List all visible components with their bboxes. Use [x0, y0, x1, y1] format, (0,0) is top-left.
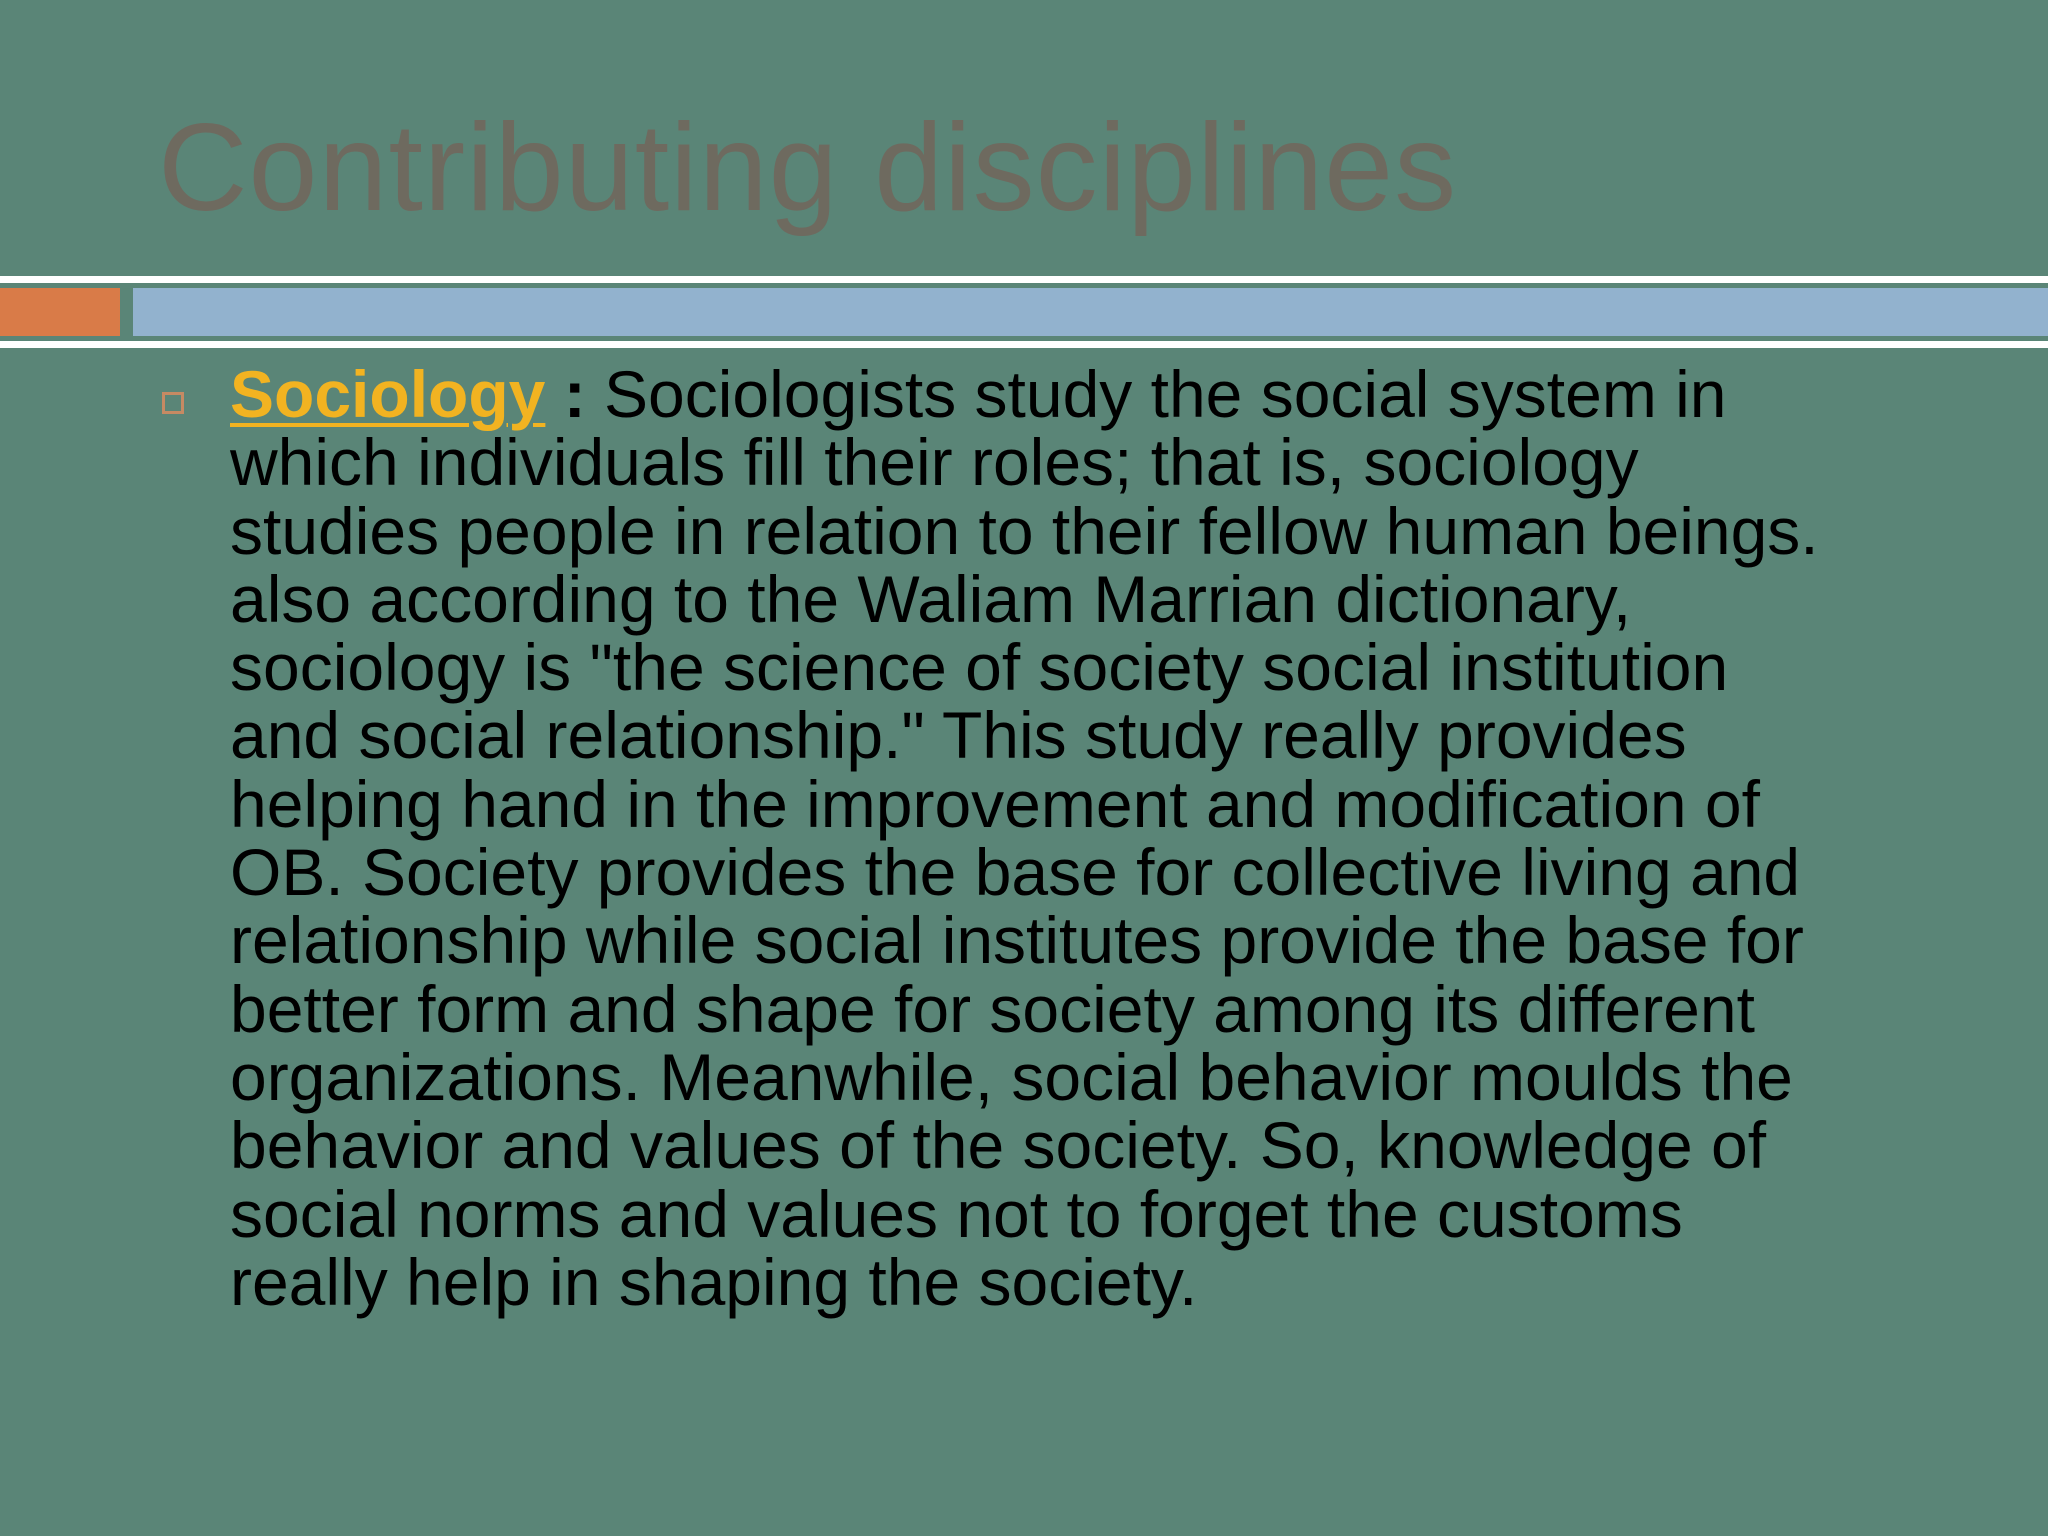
body-line: and social relationship." This study really provides — [230, 698, 1687, 773]
bullet-paragraph — [230, 357, 2020, 1319]
body-line: helping hand in the improvement and modification of — [230, 766, 1760, 841]
term-separator: : — [545, 357, 605, 431]
body-line: sociology is "the science of society social institution — [230, 630, 1729, 705]
square-bullet-icon — [162, 392, 184, 414]
title-divider-bottom-line — [0, 341, 2048, 348]
body-line: studies people in relation to their fellow human beings. — [230, 493, 1819, 568]
body-line: organizations. Meanwhile, social behavior moulds the — [230, 1039, 1793, 1114]
body-line: Sociologists study the social system in — [604, 357, 1727, 431]
body-line: relationship while social institutes provide the base for — [230, 903, 1804, 978]
body-line: social norms and values not to forget the customs — [230, 1176, 1683, 1251]
accent-orange-block — [0, 288, 120, 336]
body-line: also according to the Waliam Marrian dictionary, — [230, 561, 1632, 636]
highlighted-term[interactable]: Sociology — [230, 357, 546, 431]
body-line: which individuals fill their roles; that is, sociology — [230, 425, 1639, 500]
slide-title: Contributing disciplines — [158, 99, 1458, 237]
title-divider-top-line — [0, 276, 2048, 283]
body-line: behavior and values of the society. So, knowledge of — [230, 1108, 1767, 1183]
body-line: better form and shape for society among its different — [230, 971, 1755, 1046]
accent-blue-bar — [133, 288, 2048, 336]
body-line: OB. Society provides the base for collective living and — [230, 835, 1801, 910]
body-line: really help in shaping the society. — [230, 1244, 1198, 1319]
